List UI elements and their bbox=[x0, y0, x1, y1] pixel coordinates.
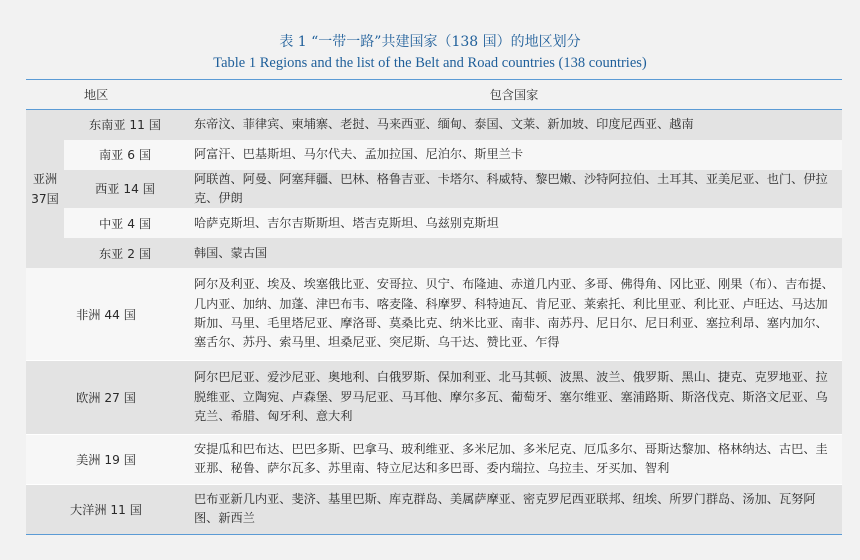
asia-name: 亚洲 bbox=[32, 172, 58, 187]
table-row bbox=[26, 140, 842, 170]
subregion-name: 东亚 2 国 bbox=[64, 238, 186, 268]
country-list: 巴布亚新几内亚、斐济、基里巴斯、库克群岛、美属萨摩亚、密克罗尼西亚联邦、纽埃、所罗门群岛、汤加、瓦努阿图、新西兰 bbox=[186, 484, 842, 534]
country-list: 阿富汗、巴基斯坦、马尔代夫、孟加拉国、尼泊尔、斯里兰卡 bbox=[186, 140, 842, 170]
table-row bbox=[26, 268, 842, 360]
table-row bbox=[26, 360, 842, 434]
country-list: 阿联酋、阿曼、阿塞拜疆、巴林、格鲁吉亚、卡塔尔、科威特、黎巴嫩、沙特阿拉伯、土耳其、亚美尼亚、也门、伊拉克、伊朗 bbox=[186, 170, 842, 209]
table-row bbox=[26, 238, 842, 268]
table-row bbox=[26, 434, 842, 484]
country-list: 阿尔及利亚、埃及、埃塞俄比亚、安哥拉、贝宁、布隆迪、赤道几内亚、多哥、佛得角、冈比亚、刚果（布）、吉布提、几内亚、加纳、加蓬、津巴布韦、喀麦隆、科摩罗、科特迪瓦、肯尼亚、莱索托、利比里亚、利比亚、卢旺达、马达加斯加、马里、毛里塔尼亚、摩洛哥、莫桑比克、纳米比亚、南非、南苏丹、尼日尔、尼日利亚、塞拉利昂、塞内加尔、塞舌尔、苏丹、索马里、坦桑尼亚、突尼斯、乌干达、赞比亚、乍得 bbox=[186, 268, 842, 360]
regions-table bbox=[26, 79, 842, 535]
table-row bbox=[26, 170, 842, 209]
country-list: 阿尔巴尼亚、爱沙尼亚、奥地利、白俄罗斯、保加利亚、北马其顿、波黑、波兰、俄罗斯、黑山、捷克、克罗地亚、拉脱维亚、立陶宛、卢森堡、罗马尼亚、马耳他、摩尔多瓦、葡萄牙、塞尔维亚、塞浦路斯、斯洛伐克、斯洛文尼亚、乌克兰、希腊、匈牙利、意大利 bbox=[186, 360, 842, 434]
region-oceania: 大洋洲 11 国 bbox=[26, 484, 186, 534]
country-list: 东帝汶、菲律宾、柬埔寨、老挝、马来西亚、缅甸、泰国、文莱、新加坡、印度尼西亚、越南 bbox=[186, 110, 842, 140]
subregion-name: 南亚 6 国 bbox=[64, 140, 186, 170]
subregion-name: 中亚 4 国 bbox=[64, 208, 186, 238]
country-list: 韩国、蒙古国 bbox=[186, 238, 842, 268]
table-header-row bbox=[26, 80, 842, 110]
table-row bbox=[26, 110, 842, 140]
country-list: 哈萨克斯坦、吉尔吉斯斯坦、塔吉克斯坦、乌兹别克斯坦 bbox=[186, 208, 842, 238]
table-caption-english: Table 1 Regions and the list of the Belt and Road countries (138 countries) bbox=[213, 55, 647, 71]
asia-count: 37国 bbox=[31, 192, 59, 207]
subregion-name: 东南亚 11 国 bbox=[64, 110, 186, 140]
header-countries: 包含国家 bbox=[186, 80, 842, 110]
table-row bbox=[26, 484, 842, 534]
subregion-name: 西亚 14 国 bbox=[64, 170, 186, 209]
region-africa: 非洲 44 国 bbox=[26, 268, 186, 360]
continent-asia bbox=[26, 110, 64, 269]
header-region: 地区 bbox=[26, 80, 186, 110]
table-row bbox=[26, 208, 842, 238]
country-list: 安提瓜和巴布达、巴巴多斯、巴拿马、玻利维亚、多米尼加、多米尼克、厄瓜多尔、哥斯达黎加、格林纳达、古巴、圭亚那、秘鲁、萨尔瓦多、苏里南、特立尼达和多巴哥、委内瑞拉、乌拉圭、牙买加、智利 bbox=[186, 434, 842, 484]
region-europe: 欧洲 27 国 bbox=[26, 360, 186, 434]
table-caption-chinese: 表 1 “一带一路”共建国家（138 国）的地区划分 bbox=[279, 34, 581, 50]
region-americas: 美洲 19 国 bbox=[26, 434, 186, 484]
